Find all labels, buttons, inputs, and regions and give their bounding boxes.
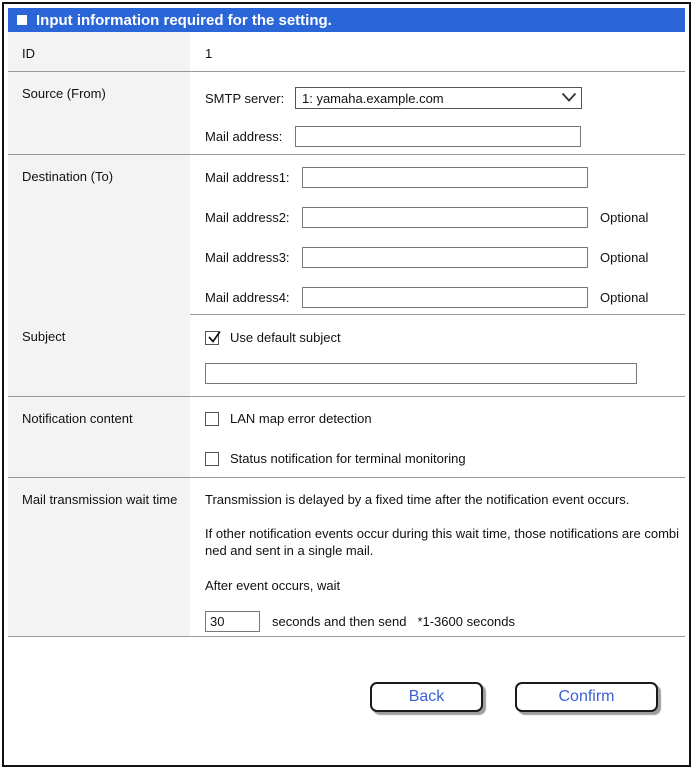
destination-field-4: [205, 287, 685, 308]
terminal-monitoring-checkbox[interactable]: [205, 452, 219, 466]
row-notification-content: [8, 397, 685, 478]
mail-address1-input[interactable]: [302, 167, 588, 188]
id-label: ID: [8, 32, 190, 71]
smtp-server-select[interactable]: [295, 87, 582, 109]
wait-description-1: Transmission is delayed by a fixed time after the notification event occurs.: [205, 492, 630, 507]
confirm-button[interactable]: Confirm: [515, 682, 658, 712]
notification-content-label: Notification content: [8, 397, 190, 477]
lan-map-error-label: LAN map error detection: [230, 411, 372, 426]
mail-address3-label: Mail address3:: [205, 250, 290, 265]
wait-seconds-suffix: seconds and then send: [272, 614, 407, 629]
destination-field-2: [205, 207, 685, 228]
subject-text-input: [205, 363, 637, 384]
mail-address1-label: Mail address1:: [205, 170, 290, 185]
wait-time-label: Mail transmission wait time: [8, 478, 190, 636]
destination-field-3: [205, 247, 685, 268]
source-mail-address-label: Mail address:: [205, 129, 283, 144]
section-marker-icon: [17, 15, 27, 25]
mail-address2-note: Optional: [600, 210, 649, 225]
smtp-server-selected-value: 1: yamaha.example.com: [302, 90, 444, 106]
wait-seconds-input[interactable]: [205, 611, 260, 632]
source-label: Source (From): [8, 72, 190, 154]
footer: [8, 637, 685, 712]
id-value: 1: [205, 46, 213, 61]
row-subject: [8, 315, 685, 397]
page-frame: [2, 2, 691, 767]
subject-label: Subject: [8, 315, 190, 396]
use-default-subject-label: Use default subject: [230, 330, 341, 345]
row-wait-time: [8, 478, 685, 637]
mail-address4-input[interactable]: [302, 287, 588, 308]
wait-description-2: If other notification events occur during this wait time, those notifications are combined and sent in a single mail.: [205, 526, 680, 558]
mail-address3-input[interactable]: [302, 247, 588, 268]
wait-range-note: *1-3600 seconds: [417, 614, 516, 629]
mail-address2-label: Mail address2:: [205, 210, 290, 225]
checkmark-icon: [206, 329, 223, 345]
terminal-monitoring-label: Status notification for terminal monitoring: [230, 451, 466, 466]
back-button[interactable]: Back: [370, 682, 483, 712]
row-source: [8, 72, 685, 155]
smtp-server-label: SMTP server:: [205, 90, 285, 106]
chevron-down-icon: [561, 90, 577, 107]
lan-map-error-checkbox[interactable]: [205, 412, 219, 426]
section-header: [8, 8, 685, 32]
source-mail-address-input[interactable]: [295, 126, 581, 147]
section-title: Input information required for the setting.: [36, 11, 332, 29]
destination-label: Destination (To): [8, 155, 190, 327]
wait-description-3: After event occurs, wait: [205, 578, 341, 593]
use-default-subject-checkbox[interactable]: [205, 331, 219, 345]
mail-address2-input[interactable]: [302, 207, 588, 228]
mail-address4-note: Optional: [600, 290, 649, 305]
mail-address4-label: Mail address4:: [205, 290, 290, 305]
destination-field-1: [205, 167, 685, 188]
row-id: [8, 32, 685, 72]
mail-address3-note: Optional: [600, 250, 649, 265]
row-destination: [8, 155, 685, 315]
